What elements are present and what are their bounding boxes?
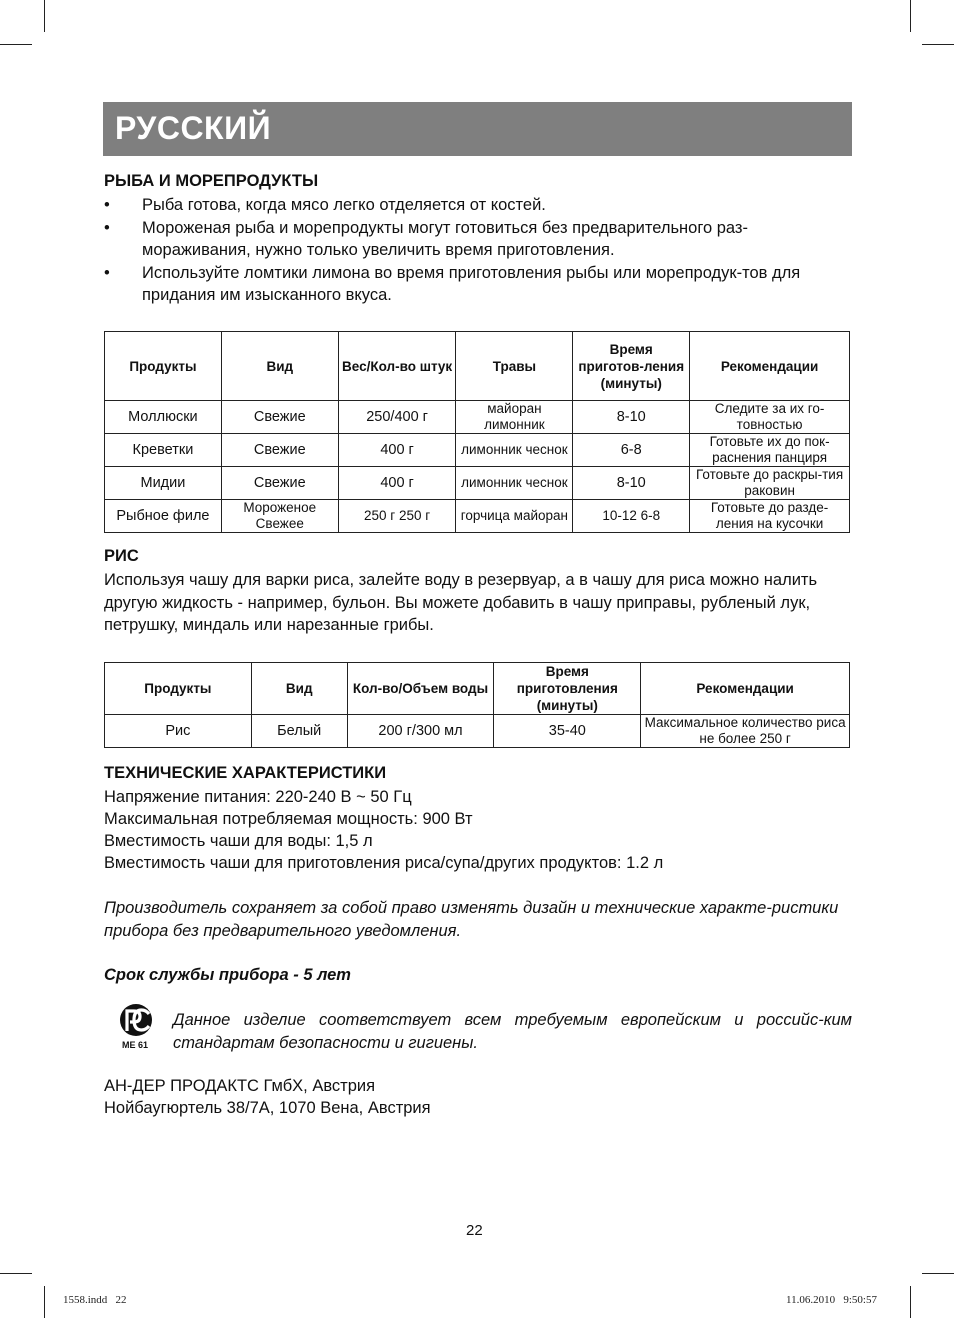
service-life: Срок службы прибора - 5 лет [104, 966, 351, 984]
print-file-label: 1558.indd 22 [63, 1294, 127, 1306]
table-cell: 200 г/300 мл [347, 715, 494, 748]
table-cell: Свежие [221, 401, 338, 434]
table-cell: майоран лимонник [456, 401, 573, 434]
table-row [105, 715, 850, 748]
table-cell: Максимальное количество риса не более 250 г [641, 715, 850, 748]
table-cell: 8-10 [573, 401, 690, 434]
bullet-marker: • [104, 196, 110, 214]
table-header: Время приготовления (минуты) [494, 663, 641, 715]
rice-text: Используя чашу для варки риса, залейте воду в резервуар, а в чашу для риса можно налить другую жидкость - например, бульон. Вы можете добавить в чашу приправы, рубленый лук, петрушку, миндаль или нарезанные грибы. [104, 571, 818, 634]
list-item [104, 262, 852, 307]
table-header: Вес/Кол-во штук [338, 332, 456, 401]
table-cell: Свежие [221, 434, 338, 467]
crop-mark [0, 1273, 32, 1274]
bullet-marker: • [104, 263, 110, 282]
disclaimer: Производитель сохраняет за собой право изменять дизайн и технические характе-ристики прибора без предварительного уведомления. [104, 899, 839, 940]
list-item [104, 217, 852, 262]
table-cell: Креветки [105, 434, 222, 467]
specs-line: Напряжение питания: 220-240 В ~ 50 Гц [104, 788, 412, 806]
crop-mark [44, 1286, 45, 1318]
table-cell: Готовьте их до пок-раснения панциря [690, 434, 850, 467]
table-cell: 400 г [338, 467, 456, 500]
table-header: Вид [251, 663, 347, 715]
table-cell: 250 г 250 г [338, 500, 456, 533]
table-cell: Мидии [105, 467, 222, 500]
table-row [105, 467, 850, 500]
table-cell: лимонник чеснок [456, 467, 573, 500]
language-banner [103, 102, 852, 156]
table-header-row [105, 663, 850, 715]
crop-mark [0, 44, 32, 45]
specs-heading: ТЕХНИЧЕСКИЕ ХАРАКТЕРИСТИКИ [104, 764, 387, 782]
certification-code: ME 61 [122, 1040, 149, 1050]
table-cell: 6-8 [573, 434, 690, 467]
table-row [105, 401, 850, 434]
bullet-text: Используйте ломтики лимона во время приготовления рыбы или морепродук-тов для придания им изысканного вкуса. [142, 263, 801, 304]
crop-mark [910, 0, 911, 32]
table-header: Рекомендации [641, 663, 850, 715]
table-header: Рекомендации [690, 332, 850, 401]
table-cell: Рис [105, 715, 252, 748]
bullet-text: Мороженая рыба и морепродукты могут готовиться без предварительного раз-мораживания, нужно только увеличить время приготовления. [142, 218, 748, 259]
table-cell: Следите за их го-товностью [690, 401, 850, 434]
table-row [105, 500, 850, 533]
table-cell: 35-40 [494, 715, 641, 748]
table-row [105, 434, 850, 467]
manufacturer-line2: Нойбаугюртель 38/7А, 1070 Вена, Австрия [104, 1099, 431, 1117]
table-cell: 400 г [338, 434, 456, 467]
crop-mark [922, 1273, 954, 1274]
table-cell: 8-10 [573, 467, 690, 500]
list-item [104, 194, 852, 217]
table-header: Продукты [105, 663, 252, 715]
table-cell: 250/400 г [338, 401, 456, 434]
table-cell: 10-12 6-8 [573, 500, 690, 533]
manufacturer-line1: АН-ДЕР ПРОДАКТС ГмбХ, Австрия [104, 1077, 376, 1095]
bullet-marker: • [104, 218, 110, 237]
table-header-row [105, 332, 850, 401]
table-header: Вид [221, 332, 338, 401]
table-cell: Свежие [221, 467, 338, 500]
crop-mark [910, 1286, 911, 1318]
page-number: 22 [466, 1222, 483, 1239]
specs-line: Вместимость чаши для воды: 1,5 л [104, 832, 373, 850]
table-cell: Готовьте до разде-ления на кусочки [690, 500, 850, 533]
table-cell: Готовьте до раскры-тия раковин [690, 467, 850, 500]
language-title: РУССКИЙ [115, 110, 272, 146]
fish-table [104, 331, 850, 533]
table-header: Травы [456, 332, 573, 401]
print-timestamp: 11.06.2010 9:50:57 [786, 1294, 877, 1306]
table-header: Продукты [105, 332, 222, 401]
fish-heading: РЫБА И МОРЕПРОДУКТЫ [104, 172, 319, 190]
rice-table [104, 662, 850, 748]
table-cell: Моллюски [105, 401, 222, 434]
table-header: Кол-во/Объем воды [347, 663, 494, 715]
table-cell: Белый [251, 715, 347, 748]
crop-mark [922, 44, 954, 45]
table-header: Время приготов-ления (минуты) [573, 332, 690, 401]
rice-heading: РИС [104, 547, 139, 565]
bullet-text: Рыба готова, когда мясо легко отделяется от костей. [142, 196, 546, 214]
fish-bullets [104, 194, 852, 307]
table-cell: лимонник чеснок [456, 434, 573, 467]
table-cell: Рыбное филе [105, 500, 222, 533]
specs-line: Вместимость чаши для приготовления риса/супа/других продуктов: 1.2 л [104, 854, 664, 872]
table-cell: Мороженое Свежее [221, 500, 338, 533]
specs-line: Максимальная потребляемая мощность: 900 Вт [104, 810, 473, 828]
certification-text: Данное изделие соответствует всем требуемым европейским и российс-ким стандартам безопасности и гигиены. [173, 1011, 852, 1052]
crop-mark [44, 0, 45, 32]
table-cell: горчица майоран [456, 500, 573, 533]
